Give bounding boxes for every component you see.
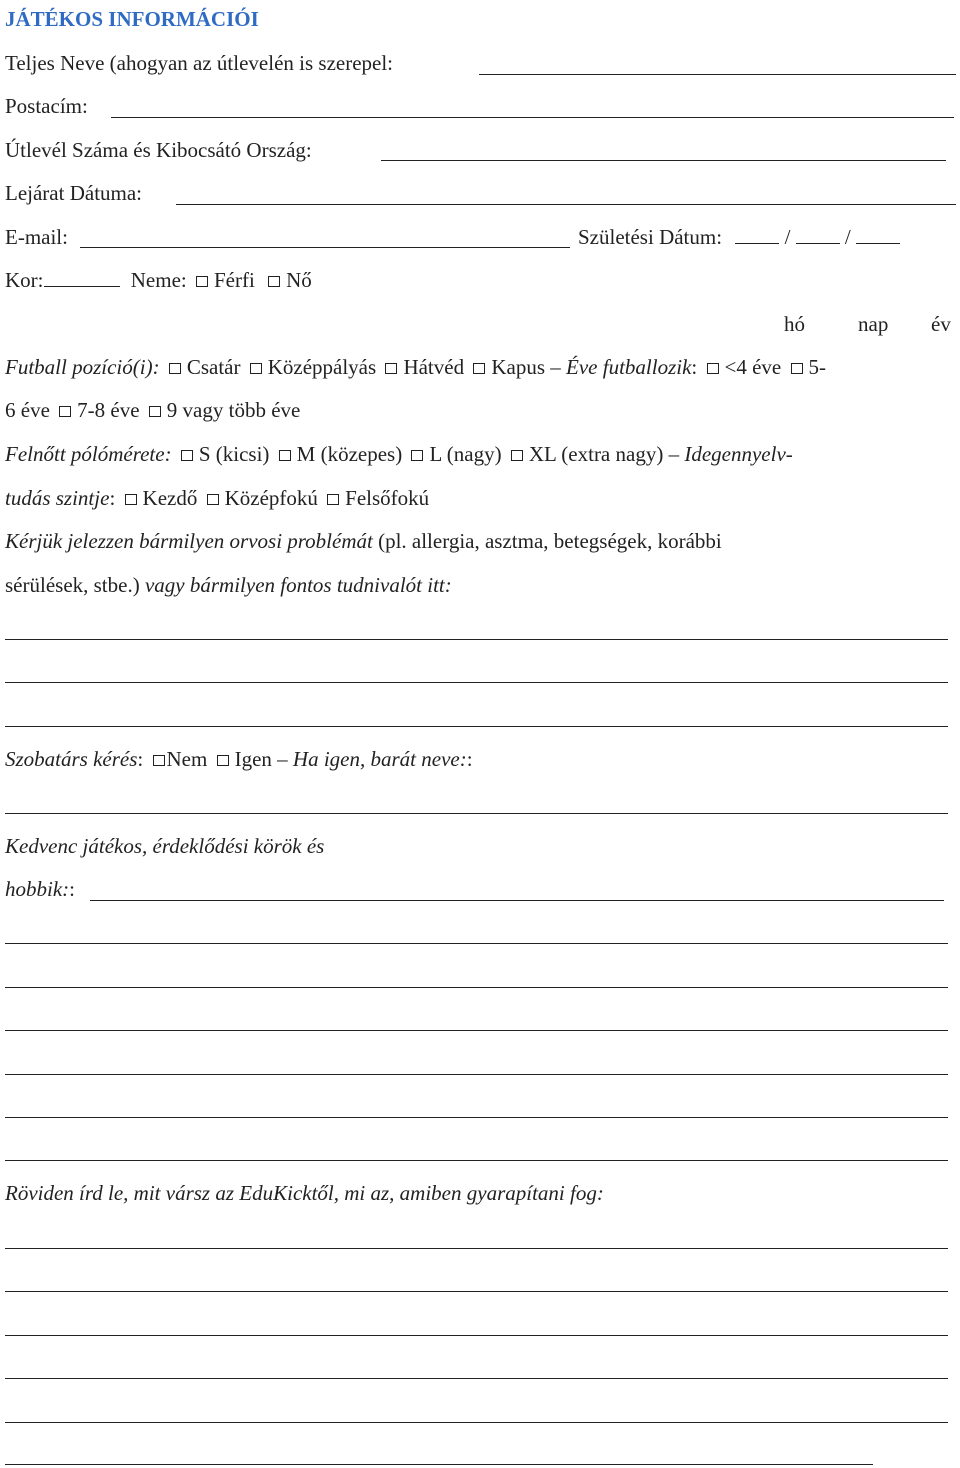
shirt-s-checkbox[interactable] xyxy=(181,450,193,461)
date-hint-month: hó xyxy=(784,312,805,336)
colon: : xyxy=(137,747,144,771)
medical-line-3[interactable] xyxy=(5,726,948,727)
roommate-no-label: Nem xyxy=(166,747,208,771)
hobbies-line-3[interactable] xyxy=(5,987,948,988)
shirt-xl-checkbox[interactable] xyxy=(511,450,523,461)
roommate-yes-label: Igen xyxy=(234,747,272,771)
hobbies-row xyxy=(5,876,75,902)
shirt-label: Felnőtt pólómérete: xyxy=(5,442,172,466)
birth-month-field[interactable] xyxy=(735,225,779,244)
male-checkbox[interactable] xyxy=(196,276,208,287)
years-5-6-label-b: 6 éve xyxy=(5,398,50,422)
years-5-6-checkbox[interactable] xyxy=(791,363,803,374)
defender-checkbox[interactable] xyxy=(385,363,397,374)
shirt-m-checkbox[interactable] xyxy=(279,450,291,461)
roommate-no-checkbox[interactable] xyxy=(153,755,165,766)
female-checkbox[interactable] xyxy=(268,276,280,287)
passport-label: Útlevél Száma és Kibocsátó Ország: xyxy=(5,138,312,162)
age-label: Kor: xyxy=(5,268,44,292)
years-label: Éve futballozik xyxy=(566,355,692,379)
expectations-line-2[interactable] xyxy=(5,1291,948,1292)
hobbies-label-2: hobbik: xyxy=(5,877,70,901)
passport-field[interactable] xyxy=(381,160,946,161)
medical-text-plain: sérülések, stbe.) xyxy=(5,573,140,597)
separator-dash: – xyxy=(277,747,288,771)
full-name-label: Teljes Neve (ahogyan az útlevelén is szerepel: xyxy=(5,51,394,75)
midfielder-label: Középpályás xyxy=(267,355,377,379)
full-name-row xyxy=(5,50,393,76)
years-7-8-checkbox[interactable] xyxy=(59,406,71,417)
shirt-row xyxy=(5,441,793,467)
expectations-line-4[interactable] xyxy=(5,1378,948,1379)
language-intermediate-checkbox[interactable] xyxy=(207,494,219,505)
language-label-b: tudás szintje xyxy=(5,486,110,510)
date-hint-year: év xyxy=(931,312,951,336)
medical-text-italic: Kérjük jelezzen bármilyen orvosi problémát xyxy=(5,529,373,553)
medical-prompt-2 xyxy=(5,572,452,598)
expectations-line-5[interactable] xyxy=(5,1422,948,1423)
years-9plus-checkbox[interactable] xyxy=(149,406,161,417)
date-separator: / xyxy=(784,225,791,249)
goalkeeper-checkbox[interactable] xyxy=(473,363,485,374)
shirt-xl-label: XL (extra nagy) xyxy=(528,442,664,466)
medical-prompt-1 xyxy=(5,528,722,554)
separator-dash: – xyxy=(668,442,680,466)
expectations-line-6[interactable] xyxy=(5,1464,873,1465)
address-label: Postacím: xyxy=(5,94,88,118)
hobbies-line-7[interactable] xyxy=(5,1160,948,1161)
colon: : xyxy=(466,747,473,771)
hobbies-field[interactable] xyxy=(90,900,944,901)
striker-checkbox[interactable] xyxy=(169,363,181,374)
shirt-m-label: M (közepes) xyxy=(296,442,403,466)
full-name-field[interactable] xyxy=(479,74,956,75)
birth-date-label: Születési Dátum: xyxy=(578,225,723,249)
medical-line-1[interactable] xyxy=(5,639,948,640)
birth-day-field[interactable] xyxy=(796,225,840,244)
shirt-l-checkbox[interactable] xyxy=(411,450,423,461)
years-lt4-checkbox[interactable] xyxy=(707,363,719,374)
shirt-l-label: L (nagy) xyxy=(429,442,502,466)
email-field[interactable] xyxy=(80,247,570,248)
years-9plus-label: 9 vagy több éve xyxy=(166,398,301,422)
language-intermediate-label: Középfokú xyxy=(224,486,318,510)
colon: : xyxy=(69,877,75,901)
address-field[interactable] xyxy=(111,117,954,118)
years-lt4-label: <4 éve xyxy=(724,355,782,379)
expiry-label: Lejárat Dátuma: xyxy=(5,181,143,205)
language-advanced-label: Felsőfokú xyxy=(345,486,430,510)
expiry-field[interactable] xyxy=(176,204,956,205)
roommate-label: Szobatárs kérés xyxy=(5,747,138,771)
goalkeeper-label: Kapus xyxy=(491,355,546,379)
expectations-line-1[interactable] xyxy=(5,1248,948,1249)
years-5-6-label-a: 5- xyxy=(808,355,826,379)
date-hint-day: nap xyxy=(858,312,889,336)
defender-label: Hátvéd xyxy=(403,355,465,379)
years-7-8-label: 7-8 éve xyxy=(77,398,140,422)
language-label-a: Idegennyelv- xyxy=(684,442,793,466)
date-separator: / xyxy=(844,225,851,249)
hobbies-line-6[interactable] xyxy=(5,1117,948,1118)
medical-text-italic: vagy bármilyen fontos tudnivalót itt: xyxy=(139,573,452,597)
expectations-line-3[interactable] xyxy=(5,1335,948,1336)
language-advanced-checkbox[interactable] xyxy=(327,494,339,505)
medical-text-plain: (pl. allergia, asztma, betegségek, korábbi xyxy=(372,529,722,553)
email-label: E-mail: xyxy=(5,225,68,249)
hobbies-line-2[interactable] xyxy=(5,943,948,944)
age-field[interactable] xyxy=(44,268,120,287)
separator-dash: – xyxy=(550,355,561,379)
position-label: Futball pozíció(i): xyxy=(5,355,160,379)
birth-year-field[interactable] xyxy=(856,225,900,244)
language-row xyxy=(5,485,429,511)
male-label: Férfi xyxy=(213,268,255,292)
medical-line-2[interactable] xyxy=(5,682,948,683)
birth-date-row xyxy=(578,224,900,250)
colon: : xyxy=(691,355,698,379)
roommate-row xyxy=(5,746,473,772)
hobbies-label-1: Kedvenc játékos, érdeklődési körök és xyxy=(5,834,325,858)
friend-name-label: Ha igen, barát neve: xyxy=(292,747,467,771)
expectations-label: Röviden írd le, mit vársz az EduKicktől, mi az, amiben gyarapítani fog: xyxy=(5,1181,604,1205)
midfielder-checkbox[interactable] xyxy=(250,363,262,374)
shirt-s-label: S (kicsi) xyxy=(198,442,270,466)
language-beginner-label: Kezdő xyxy=(142,486,198,510)
language-beginner-checkbox[interactable] xyxy=(125,494,137,505)
form-title: JÁTÉKOS INFORMÁCIÓI xyxy=(5,7,259,31)
female-label: Nő xyxy=(286,268,312,292)
years-row-2 xyxy=(5,397,300,423)
colon: : xyxy=(109,486,116,510)
position-row xyxy=(5,354,826,380)
hobbies-line-5[interactable] xyxy=(5,1074,948,1075)
friend-name-line[interactable] xyxy=(5,813,948,814)
hobbies-line-4[interactable] xyxy=(5,1030,948,1031)
roommate-yes-checkbox[interactable] xyxy=(217,755,229,766)
gender-label: Neme: xyxy=(130,268,187,292)
age-gender-row xyxy=(5,267,312,293)
striker-label: Csatár xyxy=(186,355,241,379)
